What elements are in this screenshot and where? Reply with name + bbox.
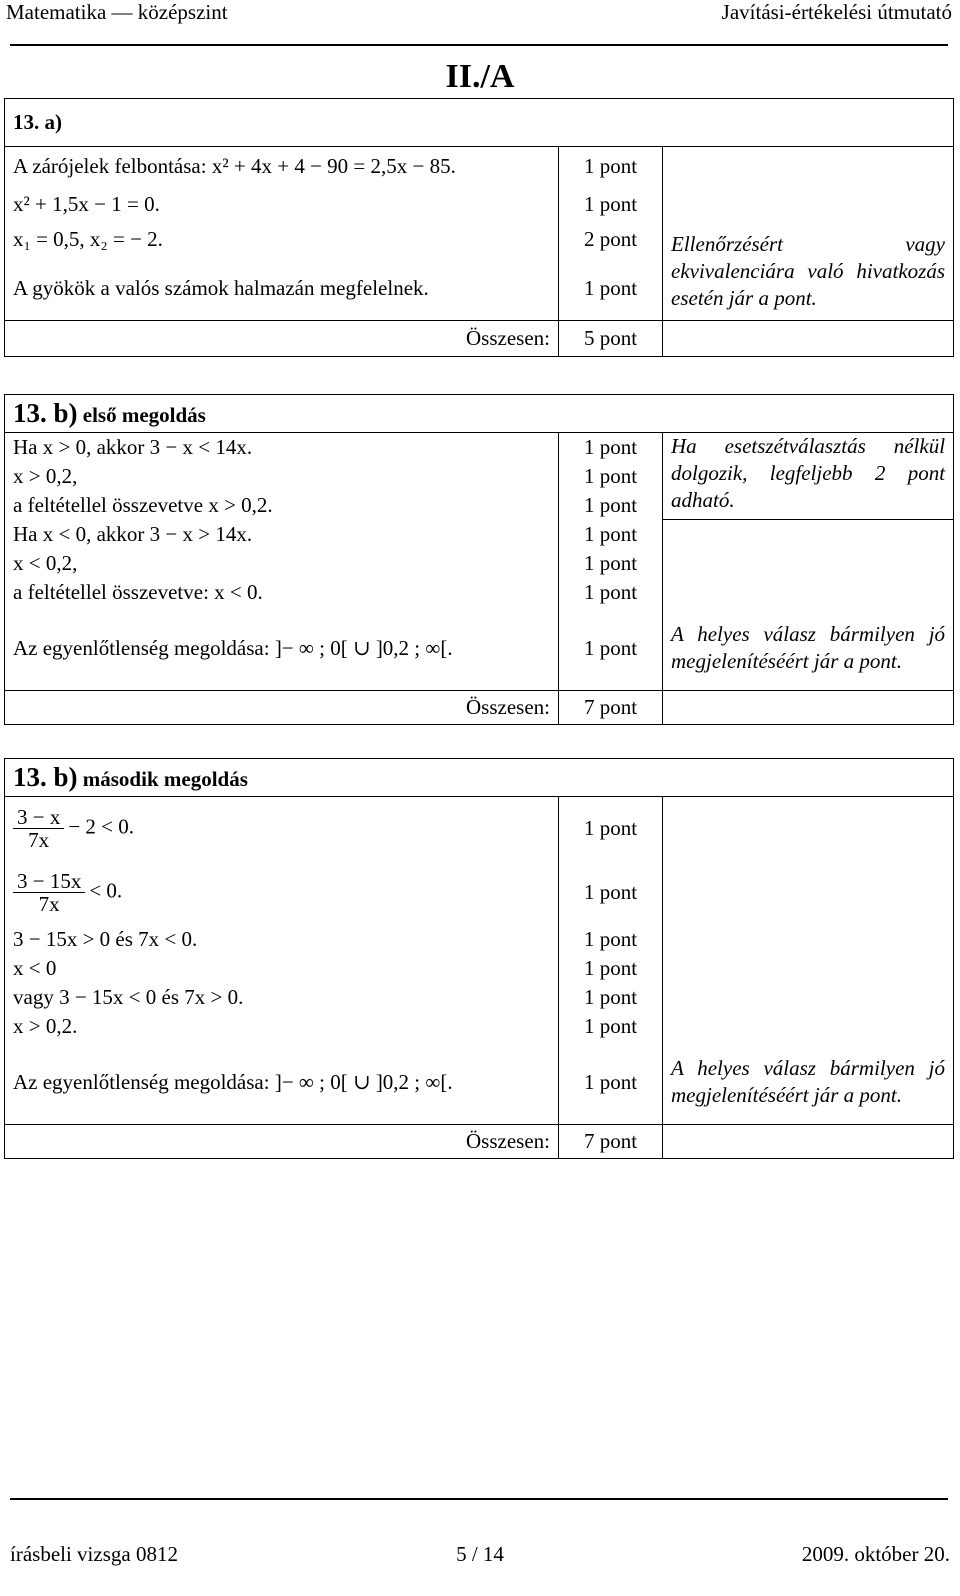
fraction: $\frac{3 - x}{7x}$ [13,806,64,851]
part-b1-points: 1 pont [559,462,663,491]
part-b2-row: x < 0 [5,954,559,983]
part-b2-total-points: 7 pont [559,1125,663,1159]
part-a-points: 1 pont [559,147,663,187]
part-b2-title-cell [5,759,954,797]
part-a-row: x² + 1,5x − 1 = 0. [5,187,559,223]
part-b2-solution-points: 1 pont [559,1041,663,1125]
part-b2-table [4,758,954,1159]
part-b1-title: 13. b) [13,398,78,428]
part-b2-points: 1 pont [559,983,663,1012]
part-a-total-points: 5 pont [559,321,663,357]
part-b1-total-points: 7 pont [559,691,663,725]
part-b1-row: a feltétellel összevetve x > 0,2. [5,491,559,520]
part-b2-points: 1 pont [559,954,663,983]
part-b2-row: 3 − 15x > 0 és 7x < 0. [5,925,559,954]
part-b2-note: A helyes válasz bármilyen jó megjelenítéséért jár a pont. [663,1041,954,1125]
header-rule [10,44,948,46]
part-a-row: A zárójelek felbontása: x² + 4x + 4 − 90 = 2,5x − 85. [5,147,559,187]
part-b1-note: Ha esetszétválasztás nélkül dolgozik, legfeljebb 2 pont adható. [663,433,954,520]
part-b1-row: a feltétellel összevetve: x < 0. [5,578,559,607]
footer-date: 2009. október 20. [801,1542,950,1566]
part-b2-row: vagy 3 − 15x < 0 és 7x > 0. [5,983,559,1012]
part-b1-row: x < 0,2, [5,549,559,578]
part-b1-points: 1 pont [559,491,663,520]
part-b2-subtitle: második megoldás [82,767,248,791]
part-b1-points: 1 pont [559,549,663,578]
part-b2-fraction-row: $\frac{3 - 15x}{7x}$ < 0. [5,861,559,925]
footer-rule [10,1498,948,1500]
footer-exam-id: írásbeli vizsga 0812 [10,1542,178,1566]
part-a-table [4,98,954,357]
part-b2-total-label: Összesen: [5,1125,559,1159]
part-a-points: 1 pont [559,257,663,321]
part-b1-total-label: Összesen: [5,691,559,725]
part-b1-subtitle: első megoldás [82,403,206,427]
part-a-title: 13. a) [5,99,954,147]
part-b1-row: x > 0,2, [5,462,559,491]
part-b1-note2: A helyes válasz bármilyen jó megjelenítéséért jár a pont. [663,607,954,691]
part-b1-row: Ha x < 0, akkor 3 − x > 14x. [5,520,559,549]
part-b2-row: x > 0,2. [5,1012,559,1041]
part-a-points: 1 pont [559,187,663,223]
part-a-total-label: Összesen: [5,321,559,357]
part-b2-points: 1 pont [559,797,663,861]
part-b1-solution: Az egyenlőtlenség megoldása: ]− ∞ ; 0[ ∪ ]0,2 ; ∞[. [5,607,559,691]
part-b1-table [4,394,954,725]
part-b2-points: 1 pont [559,861,663,925]
part-b2-fraction-row: $\frac{3 - x}{7x}$ − 2 < 0. [5,797,559,861]
part-b1-solution-points: 1 pont [559,607,663,691]
part-a-row: x₁ = 0,5, x₂ = − 2. [5,223,559,257]
part-b1-row: Ha x > 0, akkor 3 − x < 14x. [5,433,559,462]
section-title: II./A [445,58,515,95]
part-b2-title: 13. b) [13,762,78,792]
part-a-note: Ellenőrzésért vagy ekvivalenciára való hivatkozás esetén jár a pont. [663,223,954,321]
part-b2-points: 1 pont [559,925,663,954]
header-subject: Matematika — középszint [6,0,228,24]
part-a-points: 2 pont [559,223,663,257]
part-b2-solution: Az egyenlőtlenség megoldása: ]− ∞ ; 0[ ∪ ]0,2 ; ∞[. [5,1041,559,1125]
part-b1-points: 1 pont [559,433,663,462]
part-b1-points: 1 pont [559,578,663,607]
fraction: $\frac{3 - 15x}{7x}$ [13,870,85,915]
footer-page-number: 5 / 14 [456,1542,504,1566]
part-b1-title-cell [5,395,954,433]
part-b2-points: 1 pont [559,1012,663,1041]
header-doc-type: Javítási-értékelési útmutató [721,0,952,24]
part-b1-points: 1 pont [559,520,663,549]
part-a-row: A gyökök a valós számok halmazán megfelelnek. [5,257,559,321]
